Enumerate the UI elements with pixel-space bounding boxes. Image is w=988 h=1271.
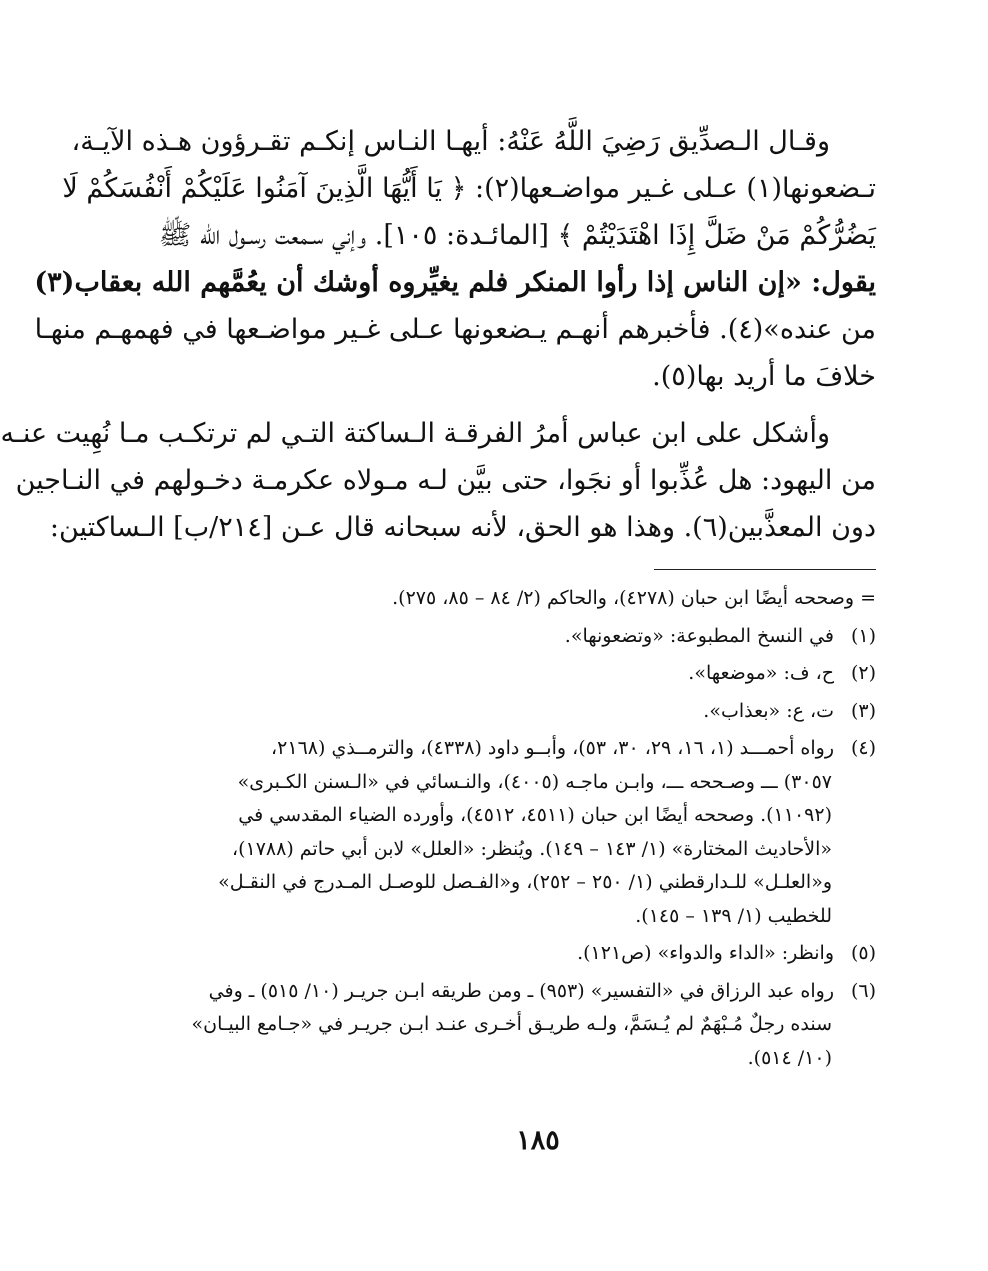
text-line: دون المعذَّبين(٦). وهذا هو الحق، لأنه سبحانه قال عـن [٢١٤/ب] الـساكتين: xyxy=(49,512,876,543)
footnote-separator xyxy=(654,569,876,570)
text-line: يَضُرُّكُمْ مَنْ ضَلَّ إِذَا اهْتَدَيْتُمْ ﴾ [المائـدة: ١٠٥]. وإني سـمعت رسـول الله ﷺ xyxy=(158,220,876,251)
text-line: خلافَ ما أريد بها(٥). xyxy=(652,361,876,392)
footnote-number: (٣) xyxy=(850,699,876,722)
text-line: من اليهود: هل عُذِّبوا أو نجَوا، حتى بيَّن لـه مـولاه عكرمـة دخـولهم في النـاجين xyxy=(15,465,876,496)
footnote-number: (٦) xyxy=(850,979,876,1002)
footnote-text: (١١٠٩٢). وصححه أيضًا ابن حبان (٤٥١١، ٤٥١٢)، وأورده الضياء المقدسي في xyxy=(238,804,832,826)
main-text xyxy=(0,118,876,551)
footnote-text: وانظر: «الداء والدواء» (ص١٢١). xyxy=(577,942,834,964)
footnote-text: ٣٠٥٧) ـــ وصـححه ـــ، وابـن ماجـه (٤٠٠٥)، والنـسائي في «الـسنن الكـبرى» xyxy=(237,770,832,793)
footnote xyxy=(200,937,876,971)
footnote xyxy=(200,695,876,729)
footnote-number: (١) xyxy=(850,624,876,647)
footnote-text: رواه أحمـــد (١، ١٦، ٢٩، ٣٠، ٥٣)، وأبــو داود (٤٣٣٨)، والترمــذي (٢١٦٨، xyxy=(271,737,834,759)
footnote-text: (١٠/ ٥١٤). xyxy=(747,1046,832,1069)
footnote xyxy=(200,657,876,691)
footnote-text: سنده رجلٌ مُـبْهَمٌ لم يُـسَمَّ، ولـه طريـق أخـرى عنـد ابـن جريـر في «جـامع البيـان» xyxy=(191,1013,832,1035)
footnote-continuation: = وصححه أيضًا ابن حبان (٤٢٧٨)، والحاكم (٢/ ٨٤ – ٨٥، ٢٧٥). xyxy=(392,587,876,609)
footnote-text: «الأحاديث المختارة» (١/ ١٤٣ – ١٤٩). ويُنظر: «العلل» لابن أبي حاتم (١٧٨٨)، xyxy=(231,837,832,860)
footnote xyxy=(200,975,876,1009)
hadith-line: يقول: «إن الناس إذا رأوا المنكر فلم يغيِّروه أوشك أن يعُمَّهم الله بعقاب(٣) xyxy=(34,267,876,298)
footnote xyxy=(200,732,876,766)
footnote-number: (٥) xyxy=(850,942,876,964)
footnote-text: رواه عبد الرزاق في «التفسير» (٩٥٣) ـ ومن طريقه ابـن جريـر (١٠/ ٥١٥) ـ وفي xyxy=(208,979,834,1002)
footnote-number: (٤) xyxy=(850,737,876,759)
text-line: من عنده»(٤). فأخبرهم أنهـم يـضعونها عـلى غـير مواضـعها في فهمهـم منهـا xyxy=(34,314,876,345)
text-line: وأشكل على ابن عباس أمرُ الفرقـة الـساكتة التـي لم ترتكـب مـا نُهِيت عنـه xyxy=(0,418,830,449)
footnote-text: للخطيب (١/ ١٣٩ – ١٤٥). xyxy=(635,904,832,927)
footnote-text: ت، ع: «بعذاب». xyxy=(703,699,834,722)
footnotes xyxy=(191,582,876,1075)
footnote-text: ح، ف: «موضعها». xyxy=(688,662,834,684)
page-number: ١٨٥ xyxy=(516,1125,560,1156)
footnote-text: في النسخ المطبوعة: «وتضعونها». xyxy=(564,624,834,647)
footnote-number: (٢) xyxy=(850,662,876,684)
footnote xyxy=(200,620,876,654)
text-line: تـضعونها(١) عـلى غـير مواضـعها(٢): ﴿ يَا أَيُّهَا الَّذِينَ آمَنُوا عَلَيْكُمْ أَنْفُسَكُمْ لَا xyxy=(62,173,876,204)
footnote-text: و«العلـل» للـدارقطني (١/ ٢٥٠ – ٢٥٢)، و«الفـصل للوصـل المـدرج في النقـل» xyxy=(218,871,832,893)
text-line: وقـال الـصدِّيق رَضِيَ اللَّهُ عَنْهُ: أيهـا النـاس إنكـم تقـرؤون هـذه الآيـة، xyxy=(71,126,830,157)
